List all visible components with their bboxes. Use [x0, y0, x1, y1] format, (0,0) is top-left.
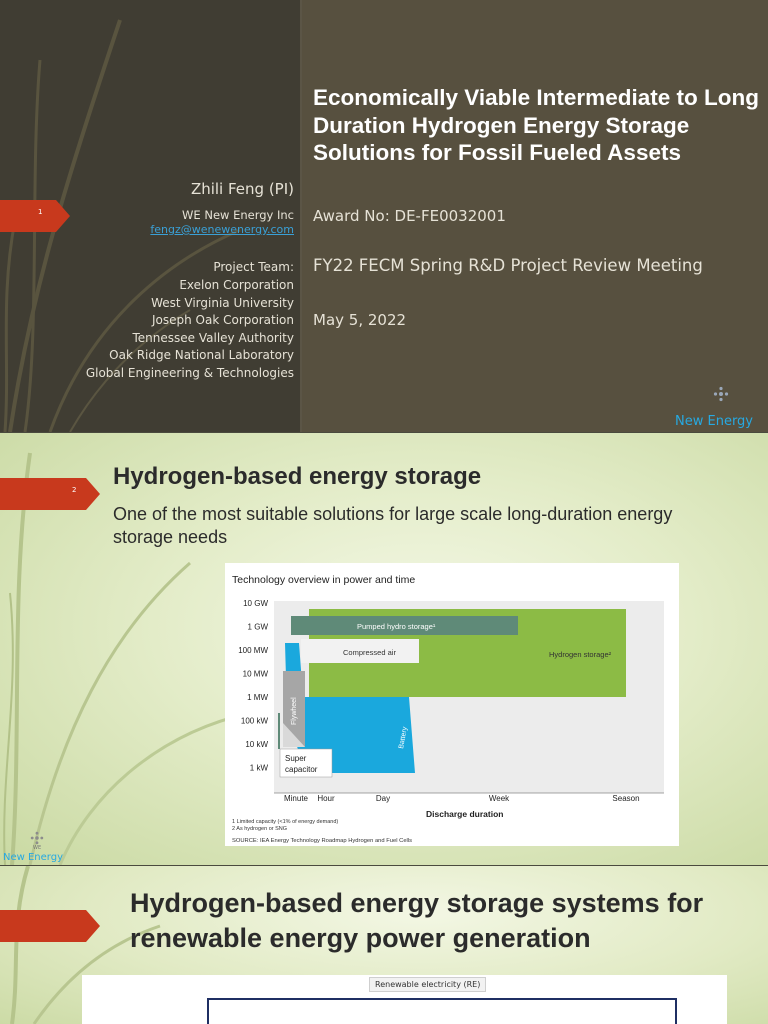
- company-logo-text: New Energy: [675, 414, 753, 429]
- compressed-air-label: Compressed air: [343, 648, 396, 657]
- project-team-label: Project Team:: [213, 260, 294, 274]
- technology-overview-chart: [225, 563, 679, 846]
- flywheel-label: Flywheel: [291, 697, 298, 725]
- renewable-electricity-label: Renewable electricity (RE): [369, 977, 486, 992]
- chart-title: Technology overview in power and time: [232, 574, 416, 586]
- team-member: West Virginia University: [151, 295, 294, 310]
- x-axis-ticks: [284, 794, 640, 803]
- project-team-list: [86, 277, 294, 382]
- y-tick-label: 10 kW: [245, 740, 268, 749]
- presenter-email-link[interactable]: fengz@wenewenergy.com: [150, 223, 294, 236]
- hydrogen-storage-label: Hydrogen storage²: [549, 650, 612, 659]
- team-member: Exelon Corporation: [179, 278, 294, 292]
- battery-label: Battery: [398, 726, 409, 750]
- slide-number-arrow: [0, 910, 100, 942]
- slide-number: 2: [72, 486, 77, 494]
- x-axis-title: Discharge duration: [426, 809, 504, 819]
- system-diagram: [82, 975, 727, 1024]
- slide-subheading: One of the most suitable solutions for large scale long-duration energy storage needs: [113, 504, 673, 547]
- chart-source: SOURCE: IEA Energy Technology Roadmap Hydrogen and Fuel Cells: [232, 838, 413, 844]
- presenter-name: Zhili Feng (PI): [190, 180, 294, 198]
- x-tick-label: Week: [488, 794, 510, 803]
- company-logo-icon: [713, 386, 729, 402]
- team-member: Joseph Oak Corporation: [151, 313, 294, 327]
- company-logo-text: New Energy: [3, 852, 63, 863]
- company-logo-we: WE: [33, 845, 42, 851]
- x-tick-label: Day: [375, 794, 391, 803]
- title-slide: [0, 0, 768, 432]
- super-capacitor-line1: Super: [285, 754, 307, 763]
- slide-heading: Hydrogen-based energy storage: [113, 463, 482, 490]
- y-tick-label: 1 MW: [247, 693, 268, 702]
- x-tick-label: Season: [612, 794, 640, 803]
- y-tick-label: 10 MW: [242, 669, 268, 679]
- y-tick-label: 1 GW: [247, 622, 268, 632]
- system-boundary-box: [207, 998, 677, 1024]
- presentation-title: Economically Viable Intermediate to Long Duration Hydrogen Energy Storage Solutions for Fossil Fueled Assets: [313, 85, 759, 165]
- presentation-date: May 5, 2022: [313, 311, 407, 329]
- team-member: Tennessee Valley Authority: [132, 330, 294, 345]
- award-number: Award No: DE-FE0032001: [313, 207, 506, 225]
- footnote: 1 Limited capacity (<1% of energy demand): [232, 819, 339, 825]
- x-tick-label: Minute: [283, 794, 309, 803]
- team-member: Global Engineering & Technologies: [85, 365, 294, 380]
- team-member: Oak Ridge National Laboratory: [109, 348, 294, 362]
- panel-divider: [300, 0, 302, 432]
- slide-number: 1: [38, 208, 43, 216]
- presenter-organization: WE New Energy Inc: [182, 208, 294, 222]
- slide-renewable-storage: [0, 866, 768, 1024]
- y-axis-ticks: [238, 599, 268, 773]
- y-tick-label: 10 GW: [243, 599, 268, 608]
- x-tick-label: Hour: [317, 794, 335, 803]
- company-logo-icon: [30, 831, 44, 845]
- super-capacitor-line2: capacitor: [285, 765, 318, 774]
- pumped-hydro-label: Pumped hydro storage¹: [357, 622, 436, 631]
- meeting-name: FY22 FECM Spring R&D Project Review Meeting: [313, 256, 703, 275]
- y-tick-label: 1 kW: [249, 763, 268, 773]
- footnote: 2 As hydrogen or SNG: [232, 826, 288, 832]
- slide-hydrogen-storage: [0, 433, 768, 865]
- chart-svg: [225, 563, 679, 846]
- y-tick-label: 100 MW: [238, 646, 268, 655]
- slide-heading: Hydrogen-based energy storage systems for renewable energy power generation: [130, 888, 704, 953]
- y-tick-label: 100 kW: [240, 716, 268, 726]
